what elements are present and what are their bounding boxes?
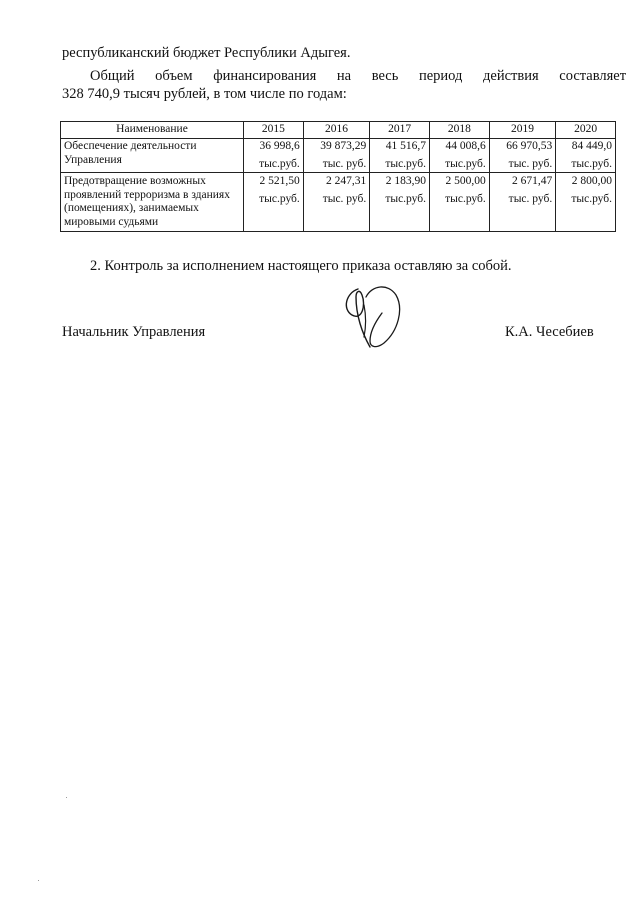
- table-cell: [244, 139, 304, 173]
- cell-amount: 84 449,0: [571, 140, 612, 152]
- cell-amount: 2 800,00: [571, 175, 612, 187]
- header-year: 2017: [370, 122, 430, 139]
- cell-amount: 41 516,7: [385, 140, 426, 152]
- word: составляет: [559, 68, 627, 84]
- table-cell: [489, 173, 555, 232]
- cell-unit: тыс.руб.: [259, 157, 300, 170]
- header-name: Наименование: [61, 122, 244, 139]
- table-cell: [370, 139, 430, 173]
- cell-amount: 36 998,6: [259, 140, 300, 152]
- table-cell: [303, 173, 369, 232]
- cell-unit: тыс. руб.: [508, 157, 553, 170]
- scan-speck: [66, 797, 67, 798]
- financing-total-line: [62, 67, 626, 85]
- table-cell: [556, 173, 616, 232]
- cell-unit: тыс.руб.: [571, 157, 612, 170]
- cell-amount: 2 500,00: [445, 175, 486, 187]
- cell-unit: тыс.руб.: [445, 192, 486, 205]
- table-row: [61, 139, 616, 173]
- word: объем: [155, 68, 193, 84]
- signer-role: Начальник Управления: [62, 324, 206, 340]
- cell-unit: тыс.руб.: [385, 157, 426, 170]
- cell-amount: 44 008,6: [445, 140, 486, 152]
- word: период: [418, 68, 463, 84]
- table-cell: [429, 173, 489, 232]
- signer-name: К.А. Чесебиев: [505, 324, 594, 340]
- cell-unit: тыс. руб.: [322, 157, 367, 170]
- handwritten-signature: [336, 275, 416, 355]
- word: действия: [483, 68, 539, 84]
- cell-amount: 2 183,90: [385, 175, 426, 187]
- table-cell: [429, 139, 489, 173]
- word: финансирования: [213, 68, 317, 84]
- header-year: 2018: [429, 122, 489, 139]
- cell-unit: тыс.руб.: [571, 192, 612, 205]
- cell-amount: 2 671,47: [511, 175, 553, 187]
- control-clause: 2. Контроль за исполнением настоящего приказа оставляю за собой.: [90, 258, 512, 274]
- budget-source-line: республиканский бюджет Республики Адыгея.: [62, 45, 351, 61]
- table-cell: [244, 173, 304, 232]
- header-year: 2016: [303, 122, 369, 139]
- header-year: 2020: [556, 122, 616, 139]
- cell-unit: тыс.руб.: [259, 192, 300, 205]
- cell-unit: тыс.руб.: [385, 192, 426, 205]
- table-header-row: [61, 122, 616, 139]
- row-name: Предотвращение возможных проявлений терроризма в зданиях (помещениях), занимаемых мировыми судьями: [61, 173, 244, 232]
- financing-table: [60, 121, 616, 232]
- table-cell: [303, 139, 369, 173]
- table-cell: [370, 173, 430, 232]
- cell-unit: тыс. руб.: [508, 192, 553, 205]
- table-cell: [556, 139, 616, 173]
- cell-unit: тыс.руб.: [445, 157, 486, 170]
- word: на: [336, 68, 352, 84]
- cell-amount: 39 873,29: [320, 140, 367, 152]
- header-year: 2019: [489, 122, 555, 139]
- scan-speck: [38, 880, 39, 881]
- row-name: Обеспечение деятельности Управления: [61, 139, 244, 173]
- cell-unit: тыс. руб.: [322, 192, 367, 205]
- word: Общий: [90, 68, 135, 84]
- cell-amount: 66 970,53: [506, 140, 553, 152]
- financing-amount-line: 328 740,9 тысяч рублей, в том числе по годам:: [62, 86, 347, 102]
- table-cell: [489, 139, 555, 173]
- word: весь: [371, 68, 399, 84]
- cell-amount: 2 521,50: [259, 175, 300, 187]
- header-year: 2015: [244, 122, 304, 139]
- cell-amount: 2 247,31: [325, 175, 367, 187]
- table-row: [61, 173, 616, 232]
